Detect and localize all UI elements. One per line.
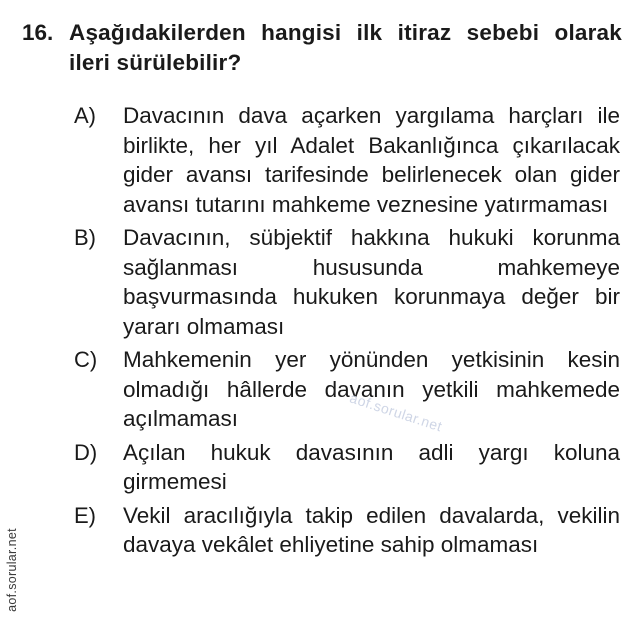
- option-e-letter: E): [74, 502, 96, 528]
- option-c-letter: C): [74, 347, 98, 372]
- option-e-text: Vekil aracılığıyla takip edilen davalarda, vekilin davaya vekâlet ehliyetine sahip olmaması: [123, 502, 620, 557]
- option-a[interactable]: [22, 101, 622, 219]
- question-stem: Aşağıdakilerden hangisi ilk itiraz sebebi olarak ileri sürülebilir?: [69, 20, 622, 75]
- option-b-letter: B): [74, 225, 96, 250]
- option-b-text: Davacının, sübjektif hakkına hukuki korunma sağlanması hususunda mahkemeye başvurmasında hukuken korunmaya değer bir yararı olmaması: [123, 225, 620, 339]
- option-d-text: Açılan hukuk davasının adli yargı koluna girmemesi: [123, 439, 620, 494]
- option-b[interactable]: [22, 223, 622, 341]
- option-d-letter: D): [74, 439, 98, 465]
- question-number: 16.: [22, 20, 54, 45]
- option-c[interactable]: [22, 345, 622, 434]
- options-list: [22, 101, 622, 564]
- option-a-letter: A): [74, 103, 96, 128]
- option-e[interactable]: [22, 501, 622, 560]
- option-d[interactable]: [22, 438, 622, 497]
- option-c-text: Mahkemenin yer yönünden yetkisinin kesin olmadığı hâllerde davanın yetkili mahkemede açılmaması: [123, 347, 620, 431]
- diagonal-watermark: aof.sorular.net: [347, 389, 445, 435]
- side-watermark: aof.sorular.net: [5, 528, 19, 612]
- option-a-text: Davacının dava açarken yargılama harçları ile birlikte, her yıl Adalet Bakanlığınca çıkarılacak gider avansı tarifesinde belirlenecek olan gider avansı tutarını mahkeme veznesine yatırmaması: [123, 103, 620, 217]
